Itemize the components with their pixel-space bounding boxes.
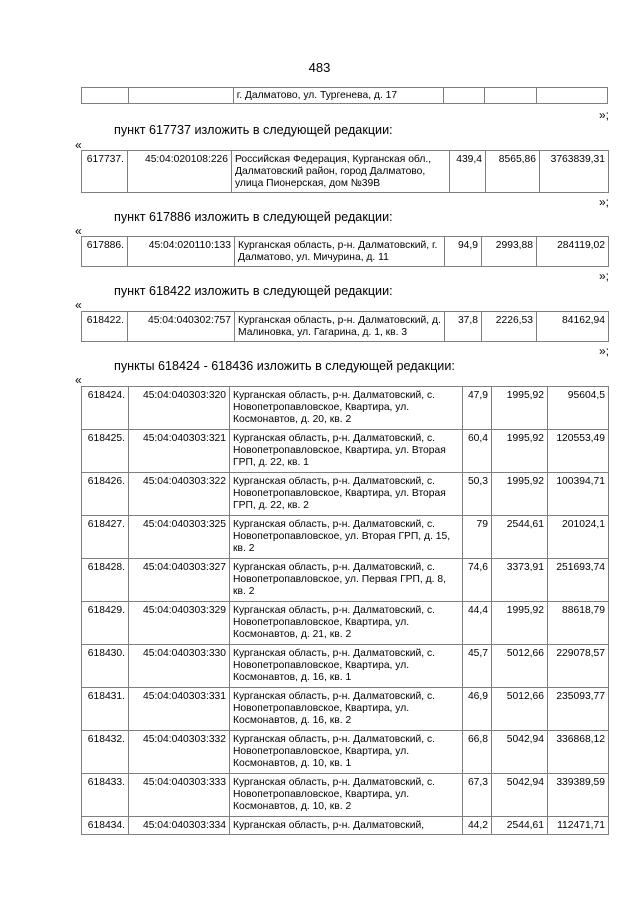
row-cadastral: 45:04:040303:329	[129, 602, 230, 645]
row-address: Курганская область, р-н. Далматовский, с. Новопетропавловское, Квартира, ул. Космонавтов, д. 10, кв. 2	[230, 774, 463, 817]
row-id: 617737.	[82, 151, 128, 193]
row-total: 3763839,31	[540, 151, 609, 193]
row-cadastral: 45:04:040302:757	[128, 312, 235, 342]
row-cadastral: 45:04:040303:321	[129, 430, 230, 473]
row-price: 2544,61	[492, 516, 548, 559]
row-id: 618426.	[82, 473, 129, 516]
row-address: Курганская область, р-н. Далматовский, с. Новопетропавловское, ул. Вторая ГРП, д. 15, кв. 2	[230, 516, 463, 559]
row-address: Курганская область, р-н. Далматовский, с. Новопетропавловское, Квартира, ул. Вторая ГРП, д. 22, кв. 2	[230, 473, 463, 516]
closing-quote: »;	[598, 344, 609, 358]
table-row	[82, 430, 609, 473]
row-address: Курганская область, р-н. Далматовский, с. Новопетропавловское, Квартира, ул. Космонавтов, д. 16, кв. 2	[230, 688, 463, 731]
row-price: 5012,66	[492, 645, 548, 688]
row-area: 37,8	[445, 312, 482, 342]
closing-quote: »;	[598, 108, 609, 122]
table-row	[82, 516, 609, 559]
table-row	[82, 645, 609, 688]
row-id: 618422.	[82, 312, 128, 342]
row-area: 439,4	[450, 151, 486, 193]
section-table	[81, 311, 609, 342]
section-heading: пункт 617886 изложить в следующей редакции:	[114, 210, 393, 224]
row-total	[537, 88, 608, 104]
table-row	[82, 731, 609, 774]
row-id: 618428.	[82, 559, 129, 602]
table-row	[82, 559, 609, 602]
table-row	[82, 688, 609, 731]
row-id: 618430.	[82, 645, 129, 688]
closing-quote: »;	[598, 269, 609, 283]
row-price: 1995,92	[492, 473, 548, 516]
row-total: 201024,1	[548, 516, 609, 559]
row-id	[82, 88, 129, 104]
row-address: Курганская область, р-н. Далматовский, д. Малиновка, ул. Гагарина, д. 1, кв. 3	[235, 312, 445, 342]
row-address: Курганская область, р-н. Далматовский, с. Новопетропавловское, ул. Первая ГРП, д. 8, кв. 2	[230, 559, 463, 602]
row-address: Российская Федерация, Курганская обл., Далматовский район, город Далматово, улица Пионерская, дом №39В	[232, 151, 450, 193]
row-total: 235093,77	[548, 688, 609, 731]
row-total: 95604,5	[548, 387, 609, 430]
section-table	[81, 236, 609, 267]
row-cadastral: 45:04:020110:133	[128, 237, 235, 267]
row-total: 339389,59	[548, 774, 609, 817]
page-number: 483	[308, 60, 331, 75]
section-table	[81, 150, 609, 193]
row-cadastral: 45:04:040303:322	[129, 473, 230, 516]
row-area: 67,3	[463, 774, 492, 817]
section-heading: пункт 617737 изложить в следующей редакции:	[114, 123, 393, 137]
row-address: Курганская область, р-н. Далматовский, г. Далматово, ул. Мичурина, д. 11	[235, 237, 445, 267]
table-row	[82, 151, 609, 193]
row-id: 617886.	[82, 237, 128, 267]
row-area: 60,4	[463, 430, 492, 473]
row-price: 3373,91	[492, 559, 548, 602]
table-row	[82, 602, 609, 645]
table-row	[82, 817, 609, 835]
row-total: 100394,71	[548, 473, 609, 516]
row-price: 8565,86	[486, 151, 540, 193]
row-id: 618425.	[82, 430, 129, 473]
opening-quote: «	[75, 373, 82, 387]
row-address: Курганская область, р-н. Далматовский,	[230, 817, 463, 835]
table-row	[82, 237, 609, 267]
row-total: 284119,02	[537, 237, 609, 267]
row-total: 336868,12	[548, 731, 609, 774]
row-area: 74,6	[463, 559, 492, 602]
row-id: 618434.	[82, 817, 129, 835]
row-price: 2544,61	[492, 817, 548, 835]
row-price	[484, 88, 537, 104]
section-heading: пункты 618424 - 618436 изложить в следующей редакции:	[114, 359, 455, 373]
opening-quote: «	[75, 138, 82, 152]
row-price: 2993,88	[482, 237, 537, 267]
row-id: 618432.	[82, 731, 129, 774]
row-area: 45,7	[463, 645, 492, 688]
opening-quote: «	[75, 298, 82, 312]
row-cadastral: 45:04:020108:226	[128, 151, 232, 193]
row-cadastral: 45:04:040303:325	[129, 516, 230, 559]
row-area: 44,4	[463, 602, 492, 645]
row-price: 1995,92	[492, 387, 548, 430]
table-row	[82, 387, 609, 430]
row-address: Курганская область, р-н. Далматовский, с. Новопетропавловское, Квартира, ул. Вторая ГРП, д. 22, кв. 1	[230, 430, 463, 473]
row-area: 66,8	[463, 731, 492, 774]
row-area: 44,2	[463, 817, 492, 835]
row-cadastral: 45:04:040303:331	[129, 688, 230, 731]
row-total: 120553,49	[548, 430, 609, 473]
row-price: 5042,94	[492, 774, 548, 817]
row-address: г. Далматово, ул. Тургенева, д. 17	[233, 88, 443, 104]
row-id: 618424.	[82, 387, 129, 430]
row-id: 618431.	[82, 688, 129, 731]
section-table	[81, 386, 609, 835]
row-area	[444, 88, 484, 104]
opening-quote: «	[75, 224, 82, 238]
row-price: 5012,66	[492, 688, 548, 731]
row-area: 47,9	[463, 387, 492, 430]
row-cadastral: 45:04:040303:332	[129, 731, 230, 774]
row-cadastral: 45:04:040303:333	[129, 774, 230, 817]
row-area: 94,9	[445, 237, 482, 267]
table-row	[82, 473, 609, 516]
row-total: 84162,94	[537, 312, 609, 342]
row-price: 1995,92	[492, 430, 548, 473]
closing-quote: »;	[598, 195, 609, 209]
row-id: 618427.	[82, 516, 129, 559]
row-cadastral: 45:04:040303:327	[129, 559, 230, 602]
row-id: 618433.	[82, 774, 129, 817]
row-area: 79	[463, 516, 492, 559]
row-address: Курганская область, р-н. Далматовский, с. Новопетропавловское, Квартира, ул. Космонавтов, д. 10, кв. 1	[230, 731, 463, 774]
row-total: 88618,79	[548, 602, 609, 645]
section-heading: пункт 618422 изложить в следующей редакции:	[114, 284, 393, 298]
row-cadastral: 45:04:040303:334	[129, 817, 230, 835]
row-price: 2226,53	[482, 312, 537, 342]
row-cadastral: 45:04:040303:330	[129, 645, 230, 688]
table-row	[82, 88, 608, 104]
row-cadastral: 45:04:040303:320	[129, 387, 230, 430]
row-address: Курганская область, р-н. Далматовский, с. Новопетропавловское, Квартира, ул. Космонавтов, д. 20, кв. 2	[230, 387, 463, 430]
row-area: 50,3	[463, 473, 492, 516]
row-total: 251693,74	[548, 559, 609, 602]
row-price: 1995,92	[492, 602, 548, 645]
row-address: Курганская область, р-н. Далматовский, с. Новопетропавловское, Квартира, ул. Космонавтов, д. 21, кв. 2	[230, 602, 463, 645]
row-id: 618429.	[82, 602, 129, 645]
table-row	[82, 312, 609, 342]
row-price: 5042,94	[492, 731, 548, 774]
top-table	[81, 87, 608, 104]
row-cadastral	[128, 88, 233, 104]
row-area: 46,9	[463, 688, 492, 731]
row-address: Курганская область, р-н. Далматовский, с. Новопетропавловское, Квартира, ул. Космонавтов, д. 16, кв. 1	[230, 645, 463, 688]
row-total: 229078,57	[548, 645, 609, 688]
row-total: 112471,71	[548, 817, 609, 835]
table-row	[82, 774, 609, 817]
